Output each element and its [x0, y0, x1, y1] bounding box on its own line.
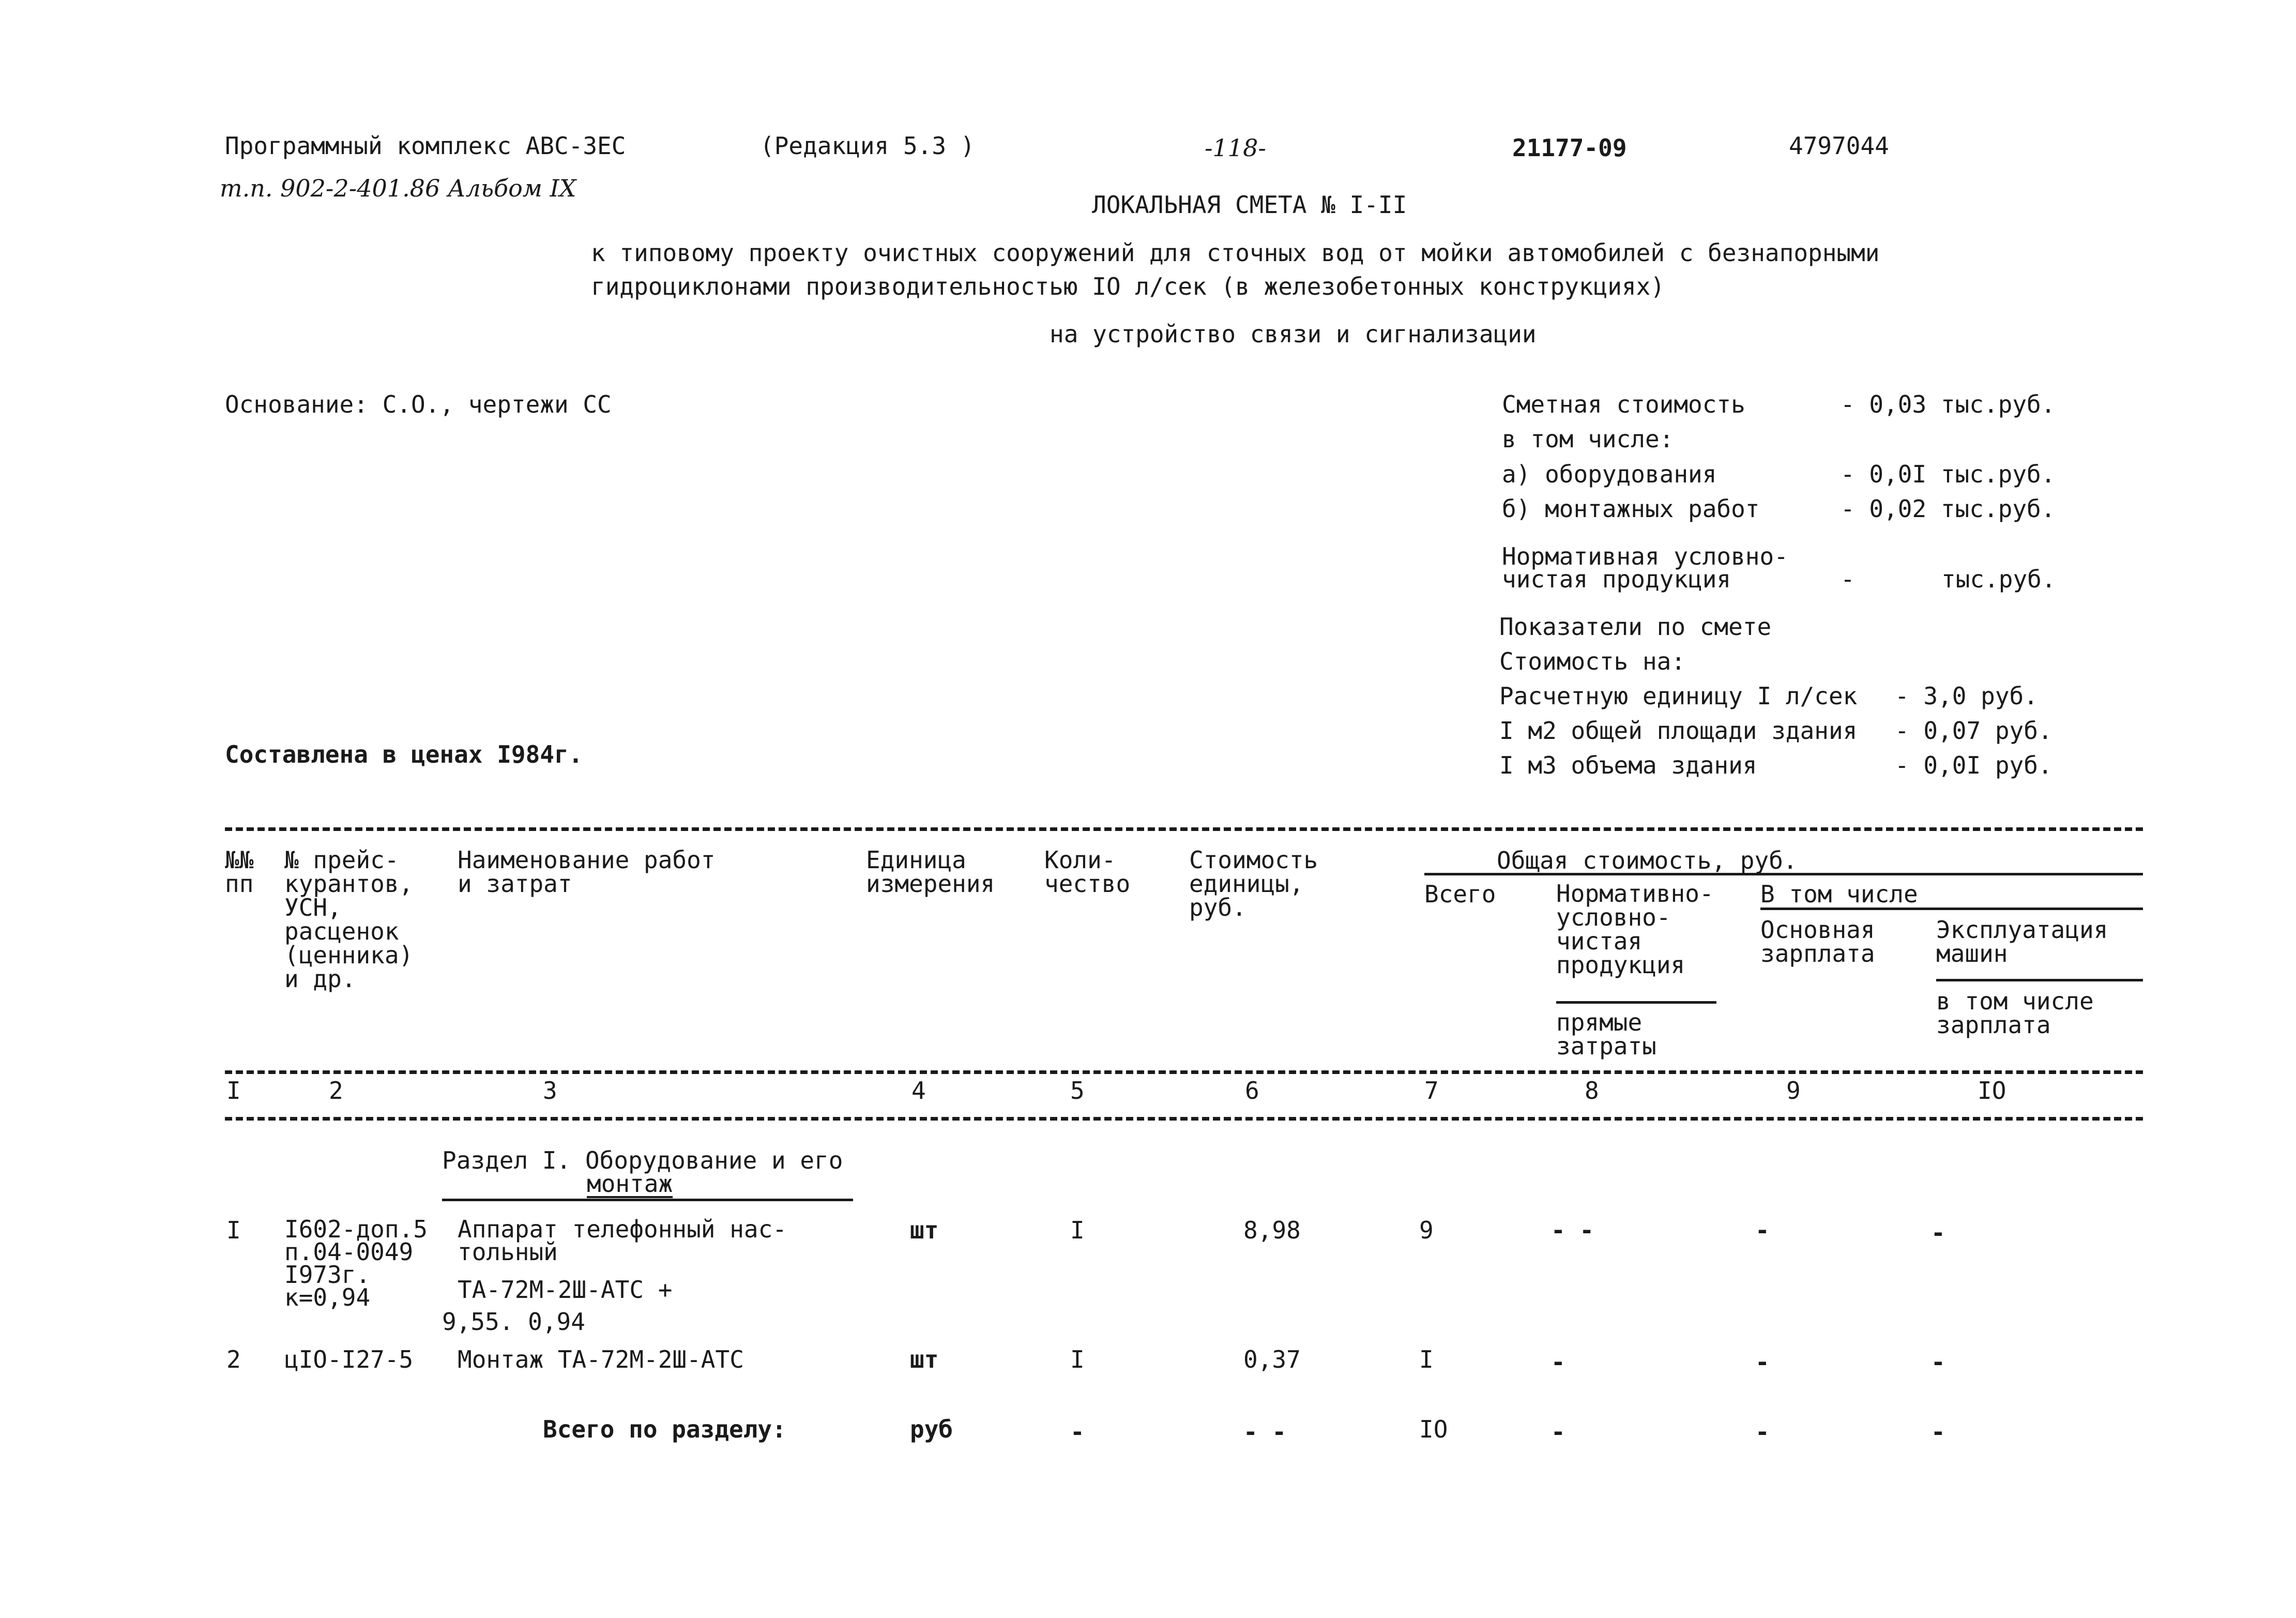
project-subject: на устройство связи и сигнализации — [1050, 320, 1537, 348]
including-underline — [1760, 908, 2143, 910]
area-indicator-value: - 0,07 руб. — [1895, 717, 2052, 745]
including-label: в том числе: — [1502, 425, 1674, 453]
col-number-7: 7 — [1424, 1077, 1439, 1105]
row-unit: шт — [910, 1216, 939, 1244]
row-pricelist-code: цIO-I27-5 — [284, 1345, 414, 1373]
album-note: т.п. 902-2-401.86 Альбом IX — [220, 174, 576, 202]
area-indicator-label: I м2 общей площади здания — [1499, 717, 1858, 745]
col-header-qty: Коли- чество — [1044, 846, 1131, 898]
col-header-unit-price: Стоимость единицы, руб. — [1189, 846, 1318, 921]
col-header-unit: Единица измерения — [866, 846, 995, 898]
row-machines: - — [1931, 1348, 1945, 1376]
section-total-base-salary: - — [1755, 1418, 1770, 1446]
col-number-1: I — [226, 1077, 241, 1105]
row-qty: I — [1070, 1345, 1085, 1373]
section-total-normative: - — [1551, 1418, 1565, 1446]
col-header-pricelist: № прейс- курантов, УСН, расценок (ценника) и др. — [284, 846, 414, 993]
row-number: I — [226, 1216, 241, 1244]
row-name: Аппарат телефонный нас- тольный — [458, 1215, 787, 1266]
normative-label-1: Нормативная условно- — [1502, 542, 1788, 570]
numbers-bottom-rule — [225, 1117, 2143, 1121]
volume-indicator-value: - 0,0I руб. — [1895, 751, 2052, 779]
table-top-rule — [225, 827, 2143, 831]
section-underline — [442, 1199, 853, 1201]
normative-label-2: чистая продукция — [1502, 565, 1731, 593]
col-number-5: 5 — [1070, 1077, 1085, 1105]
col-header-machines-salary: в том числе зарплата — [1936, 987, 2094, 1039]
equipment-value: - 0,0I тыс.руб. — [1841, 460, 2056, 488]
section-total-label: Всего по разделу: — [543, 1415, 786, 1443]
program-name: Программный комплекс АВС-3ЕС — [225, 132, 626, 160]
row-price: 0,37 — [1243, 1345, 1301, 1373]
col-header-direct-costs: прямые затраты — [1556, 1008, 1656, 1060]
row-number: 2 — [226, 1345, 241, 1373]
row-base-salary: - — [1755, 1348, 1770, 1376]
col-header-base-salary: Основная зарплата — [1760, 916, 1875, 967]
row-unit: шт — [910, 1345, 939, 1373]
installation-label: б) монтажных работ — [1502, 495, 1760, 523]
normative-dash: - — [1841, 565, 1855, 593]
row-price: 8,98 — [1243, 1216, 1301, 1244]
col-number-2: 2 — [329, 1077, 343, 1105]
cost-per-label: Стоимость на: — [1499, 647, 1686, 675]
col-number-6: 6 — [1245, 1077, 1259, 1105]
section-title: Раздел I. Оборудование и его — [442, 1146, 843, 1174]
project-description-1: к типовому проекту очистных сооружений для сточных вод от мойки автомобилей с безнапорными — [591, 239, 1880, 267]
row-total: I — [1419, 1345, 1434, 1373]
group-underline — [1424, 873, 2143, 875]
row-name-calc: 9,55. 0,94 — [442, 1308, 585, 1336]
row-pricelist-code: I602-доп.5 п.04-0049 I973г. к=0,94 — [284, 1215, 428, 1311]
unit-indicator-value: - 3,0 руб. — [1895, 682, 2038, 710]
row-base-salary: - — [1755, 1216, 1770, 1244]
row-normative: - — [1551, 1348, 1565, 1376]
section-total-value: IO — [1419, 1415, 1448, 1443]
col-number-9: 9 — [1786, 1077, 1801, 1105]
col-header-num: №№ пп — [225, 846, 254, 898]
prices-year: Составлена в ценах I984г. — [225, 740, 583, 768]
col-header-machines: Эксплуатация машин — [1936, 916, 2108, 967]
unit-indicator-label: Расчетную единицу I л/сек — [1499, 682, 1858, 710]
normative-underline — [1556, 1001, 1716, 1004]
estimated-cost-value: - 0,03 тыс.руб. — [1841, 390, 2056, 418]
section-total-price: - - — [1243, 1418, 1287, 1446]
row-name: Монтаж ТА-72М-2Ш-АТС — [458, 1345, 744, 1373]
page-number: -118- — [1205, 134, 1266, 162]
row-total: 9 — [1419, 1216, 1434, 1244]
section-total-qty: - — [1070, 1418, 1085, 1446]
col-number-4: 4 — [911, 1077, 926, 1105]
row-qty: I — [1070, 1216, 1085, 1244]
header-bottom-rule — [225, 1070, 2143, 1074]
row-normative: - - — [1551, 1216, 1594, 1244]
row-machines: - — [1931, 1219, 1945, 1247]
col-number-8: 8 — [1585, 1077, 1599, 1105]
machines-underline — [1936, 979, 2143, 981]
normative-unit: тыс.руб. — [1941, 565, 2056, 593]
doc-code: 21177-09 — [1512, 134, 1627, 162]
equipment-label: а) оборудования — [1502, 460, 1717, 488]
col-number-3: 3 — [543, 1077, 557, 1105]
project-description-2: гидроциклонами производительностью IO л/сек (в железобетонных конструкциях) — [591, 273, 1665, 300]
edition: (Редакция 5.3 ) — [760, 132, 975, 160]
doc-number: 4797044 — [1789, 132, 1889, 160]
row-name-model: ТА-72М-2Ш-АТС + — [458, 1276, 673, 1304]
page-title: ЛОКАЛЬНАЯ СМЕТА № I-II — [1092, 191, 1407, 219]
installation-value: - 0,02 тыс.руб. — [1841, 495, 2056, 523]
col-group-including: В том числе — [1760, 880, 1918, 908]
basis: Основание: С.О., чертежи СС — [225, 390, 612, 418]
col-group-total-cost: Общая стоимость, руб. — [1497, 846, 1798, 874]
col-header-name: Наименование работ и затрат — [458, 846, 716, 898]
col-number-10: IO — [1978, 1077, 2006, 1105]
indicators-label: Показатели по смете — [1499, 613, 1772, 641]
estimated-cost-label: Сметная стоимость — [1502, 390, 1745, 418]
section-total-machines: - — [1931, 1418, 1945, 1446]
col-header-total: Всего — [1424, 880, 1496, 908]
volume-indicator-label: I м3 объема здания — [1499, 751, 1757, 779]
section-total-unit: руб — [910, 1415, 953, 1443]
section-title-cont: монтаж — [587, 1170, 673, 1198]
col-header-normative: Нормативно- условно- чистая продукция — [1556, 880, 1714, 979]
